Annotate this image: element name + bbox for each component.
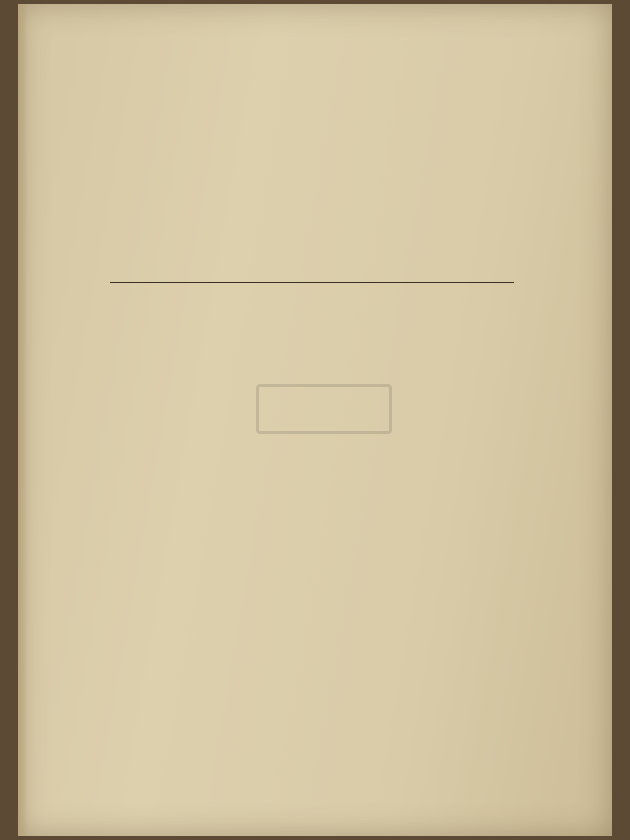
page-spine-shadow [18, 4, 28, 836]
book-page [18, 4, 612, 836]
pencil-marks [70, 74, 76, 144]
watermark-logo [256, 384, 392, 434]
top-rule [110, 282, 514, 283]
